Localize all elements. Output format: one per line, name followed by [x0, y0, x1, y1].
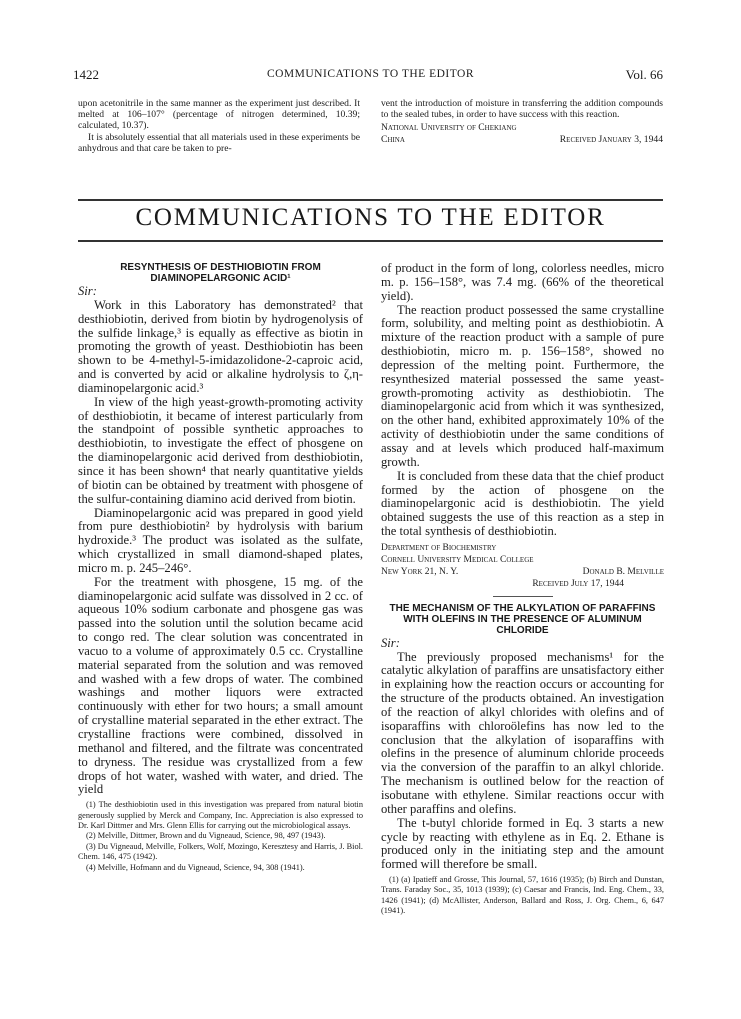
article1-footnotes: [78, 800, 363, 873]
article1-paragraph: It is concluded from these data that the chief product formed by the action of phosgene on the diaminopelargonic acid is desthiobiotin. The yield obtained suggests the use of this reaction as a step in the total synthesis of desthiobiotin.: [381, 468, 664, 539]
article1-left-column: [78, 262, 363, 873]
affiliation-college: Cornell University Medical College: [381, 554, 534, 565]
section-top-rule: [78, 199, 663, 201]
footnote: (2) Melville, Dittmer, Brown and du Vigneaud, Science, 98, 497 (1943).: [86, 831, 326, 841]
article-divider: [493, 596, 553, 597]
page-number: 1422: [73, 67, 99, 82]
article1-paragraph: The reaction product possessed the same crystalline form, solubility, and melting point as desthiobiotin. A mixture of the reaction product with a sample of pure desthiobiotin, micro m. p. 156–158°, showed no depression of the melting point. Furthermore, the resynthesized material possessed the same yeast-growth-promoting activity as desthiobiotin. The diaminopelargonic acid from which it was synthesized, on the other hand, exhibited approximately 10% of the activity of desthiobiotin under the same conditions of assay and at levels which produced half-maximum growth.: [381, 302, 664, 469]
top-left-paragraph: upon acetonitrile in the same manner as the experiment just described. It melted at 106–107° (percentage of nitrogen determined, 10.39; calculated, 10.37).: [78, 98, 360, 132]
article2-paragraph: The t-butyl chloride formed in Eq. 3 starts a new cycle by reacting with ethylene as in Eq. 2. Ethane is produced only in the initiating step and the amount formed will therefore be small.: [381, 815, 664, 872]
top-right-paragraph: vent the introduction of moisture in transferring the addition compounds to the sealed tubes, in order to have success with this reaction.: [381, 98, 663, 121]
footnote: (1) (a) Ipatieff and Grosse, This Journal, 57, 1616 (1935); (b) Birch and Dunstan, Trans. Faraday Soc., 35, 1013 (1939); (c) Caesar and Francis, Ind. Eng. Chem., 33, 1426 (1941); (d) McAllister, Anderson, Ballard and Ross, J. Org. Chem., 6, 647 (1941).: [381, 875, 664, 916]
article1-right-column: [381, 262, 664, 917]
volume-label: Vol. 66: [625, 67, 663, 82]
article1-paragraph: Diaminopelargonic acid was prepared in good yield from pure desthiobiotin² by hydrolysis with barium hydroxide.³ The product was isolated as the sulfate, which crystallized in small diamond-shaped plates, micro m. p. 245–246°.: [78, 505, 363, 575]
article2-salutation: Sir:: [381, 635, 400, 650]
article1-paragraph: Work in this Laboratory has demonstrated² that desthiobiotin, derived from biotin by hydrogenolysis of the sulfide linkage,³ is equally as effective as biotin in promoting the growth of yeast. Desthiobiotin has been shown to be 4-methyl-5-imidazolidone-2-caproic acid, and is converted by acid or alkaline hydrolysis to ζ,η-diaminopelargonic acid.³: [78, 297, 363, 395]
top-address-country: China: [381, 133, 405, 145]
article1-paragraph: In view of the high yeast-growth-promoting activity of desthiobiotin, it became of interest particularly from the standpoint of possible synthetic approaches to desthiobiotin, to investigate the effect of phosgene on the diaminopelargonic acid derived from desthiobiotin, since it has been shown⁴ that nearly quantitative yields of biotin can be obtained by treatment with phosgene of the sulfur-containing diamino acid derived from biotin.: [78, 394, 363, 506]
affiliation-city: New York 21, N. Y.: [381, 566, 459, 577]
top-left-column: [78, 98, 360, 154]
article1-paragraph: For the treatment with phosgene, 15 mg. of the diaminopelargonic acid sulfate was dissolved in 2 cc. of aqueous 10% sodium carbonate and phosgene gas was passed into the solution until the solution became acid to congo red. The clear solution was concentrated in vacuo to a volume of approximately 0.5 cc. Crystalline material separated from the solution and was removed and washed with a few drops of water. The combined washings and mother liquors were extracted continuously with ether for two hours; a small amount of crystalline material separated in the ether extract. The crystalline fractions were combined, dissolved in methanol and filtered, and the filtrate was concentrated to dryness. The residue was crystallized from a few drops of hot water, washed with water, and dried. The yield: [78, 574, 363, 797]
top-received-date: Received January 3, 1944: [559, 133, 663, 145]
article2-footnotes: [381, 875, 664, 917]
footnote: (4) Melville, Hofmann and du Vigneaud, Science, 94, 308 (1941).: [86, 862, 305, 872]
received-date: Received July 17, 1944: [532, 578, 624, 589]
article1-paragraph: of product in the form of long, colorless needles, micro m. p. 156–158°, was 7.4 mg. (66% of the theoretical yield).: [381, 261, 664, 303]
affiliation-department: Department of Biochemistry: [381, 542, 497, 553]
footnote: (3) Du Vigneaud, Melville, Folkers, Wolf, Mozingo, Keresztesy and Harris, J. Biol. Chem. 146, 475 (1942).: [78, 841, 363, 862]
top-left-paragraph: It is absolutely essential that all materials used in these experiments be anhydrous and that care be taken to pre-: [78, 131, 360, 154]
article1-salutation: Sir:: [78, 284, 97, 298]
article1-affiliation: [381, 542, 664, 592]
author-name: Donald B. Melville: [582, 566, 664, 577]
footnote: (1) The desthiobiotin used in this investigation was prepared from natural biotin generously supplied by Merck and Company, Inc. Appreciation is also expressed to Dr. Karl Dittmer and Mrs. Glenn Ellis for carrying out the microbiological assays.: [78, 800, 363, 831]
top-right-column: [381, 98, 663, 146]
article2-title: THE MECHANISM OF THE ALKYLATION OF PARAFFINS WITH OLEFINS IN THE PRESENCE OF ALUMINUM CHLORIDE: [389, 602, 656, 636]
article1-title: RESYNTHESIS OF DESTHIOBIOTIN FROM DIAMINOPELARGONIC ACID¹: [120, 262, 321, 284]
top-address: National University of Chekiang: [381, 122, 517, 134]
article2-paragraph: The previously proposed mechanisms¹ for the catalytic alkylation of paraffins are unsatisfactory either in explaining how the reaction occurs or accounting for the structure of the products obtained. An investigation of the reaction of alkyl chlorides with olefins and of isoparaffins with chloroölefins has now led to the conclusion that the alkylation of isoparaffins with olefins in the presence of aluminum chloride proceeds via the conversion of the paraffin to an alkyl chloride. The mechanism is outlined below for the reaction of isobutane with ethylene. Similar reactions occur with other paraffins and olefins.: [381, 649, 664, 816]
top-address-line: [381, 134, 663, 146]
running-header: [0, 67, 741, 87]
section-title: COMMUNICATIONS TO THE EDITOR: [135, 204, 606, 231]
section-bottom-rule: [78, 240, 663, 242]
affiliation-line: [381, 566, 664, 578]
running-title: COMMUNICATIONS TO THE EDITOR: [266, 68, 475, 80]
